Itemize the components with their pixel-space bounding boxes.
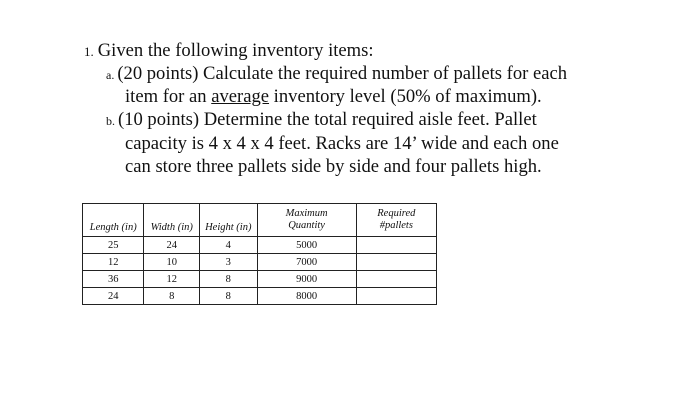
part-b-text-3: can store three pallets side by side and four pallets high. [125, 156, 542, 177]
cell-max-quantity: 5000 [257, 237, 356, 254]
cell-max-quantity: 7000 [257, 254, 356, 271]
cell-width: 10 [144, 254, 200, 271]
cell-height: 8 [200, 271, 258, 288]
part-a-text-2-prefix: item for an [125, 86, 212, 107]
part-b-text-2: capacity is 4 x 4 x 4 feet. Racks are 14’ wide and each one [125, 133, 559, 154]
cell-max-quantity: 8000 [257, 288, 356, 305]
part-b-text-1: (10 points) Determine the total required aisle feet. Pallet [118, 109, 537, 130]
cell-required-pallets[interactable] [356, 271, 436, 288]
table-row [83, 271, 437, 288]
part-b-line-3 [125, 156, 542, 178]
header-width: Width (in) [144, 204, 200, 237]
cell-height: 4 [200, 237, 258, 254]
header-length: Length (in) [83, 204, 144, 237]
table-row [83, 288, 437, 305]
part-b-line-2 [125, 133, 559, 155]
header-maximum-quantity [257, 204, 356, 237]
cell-width: 24 [144, 237, 200, 254]
header-max-line-2: Quantity [288, 220, 325, 231]
part-b-line-1 [106, 109, 537, 132]
header-height: Height (in) [200, 204, 258, 237]
cell-length: 36 [83, 271, 144, 288]
part-a-line-1 [106, 63, 567, 86]
part-a-underlined-word: average [211, 86, 270, 107]
question-intro-line [84, 40, 374, 63]
header-req-line-1: Required [377, 208, 416, 219]
header-required-pallets [356, 204, 436, 237]
part-a-line-2 [125, 86, 542, 108]
cell-height: 3 [200, 254, 258, 271]
cell-width: 12 [144, 271, 200, 288]
part-a-text-2-suffix: inventory level (50% of maximum). [269, 86, 542, 107]
cell-required-pallets[interactable] [356, 254, 436, 271]
part-a-text-1: (20 points) Calculate the required number of pallets for each [117, 63, 568, 84]
table-row [83, 254, 437, 271]
cell-max-quantity: 9000 [257, 271, 356, 288]
cell-required-pallets[interactable] [356, 237, 436, 254]
table-row [83, 237, 437, 254]
header-max-line-1: Maximum [285, 208, 328, 219]
question-intro: Given the following inventory items: [97, 40, 374, 61]
part-a-label: a. [106, 68, 115, 82]
header-req-line-2: #pallets [379, 220, 413, 231]
cell-width: 8 [144, 288, 200, 305]
inventory-table [82, 203, 437, 305]
part-b-label: b. [106, 114, 115, 128]
cell-length: 24 [83, 288, 144, 305]
question-number: 1. [84, 44, 94, 59]
cell-height: 8 [200, 288, 258, 305]
cell-required-pallets[interactable] [356, 288, 436, 305]
cell-length: 25 [83, 237, 144, 254]
table-header-row [83, 204, 437, 237]
cell-length: 12 [83, 254, 144, 271]
